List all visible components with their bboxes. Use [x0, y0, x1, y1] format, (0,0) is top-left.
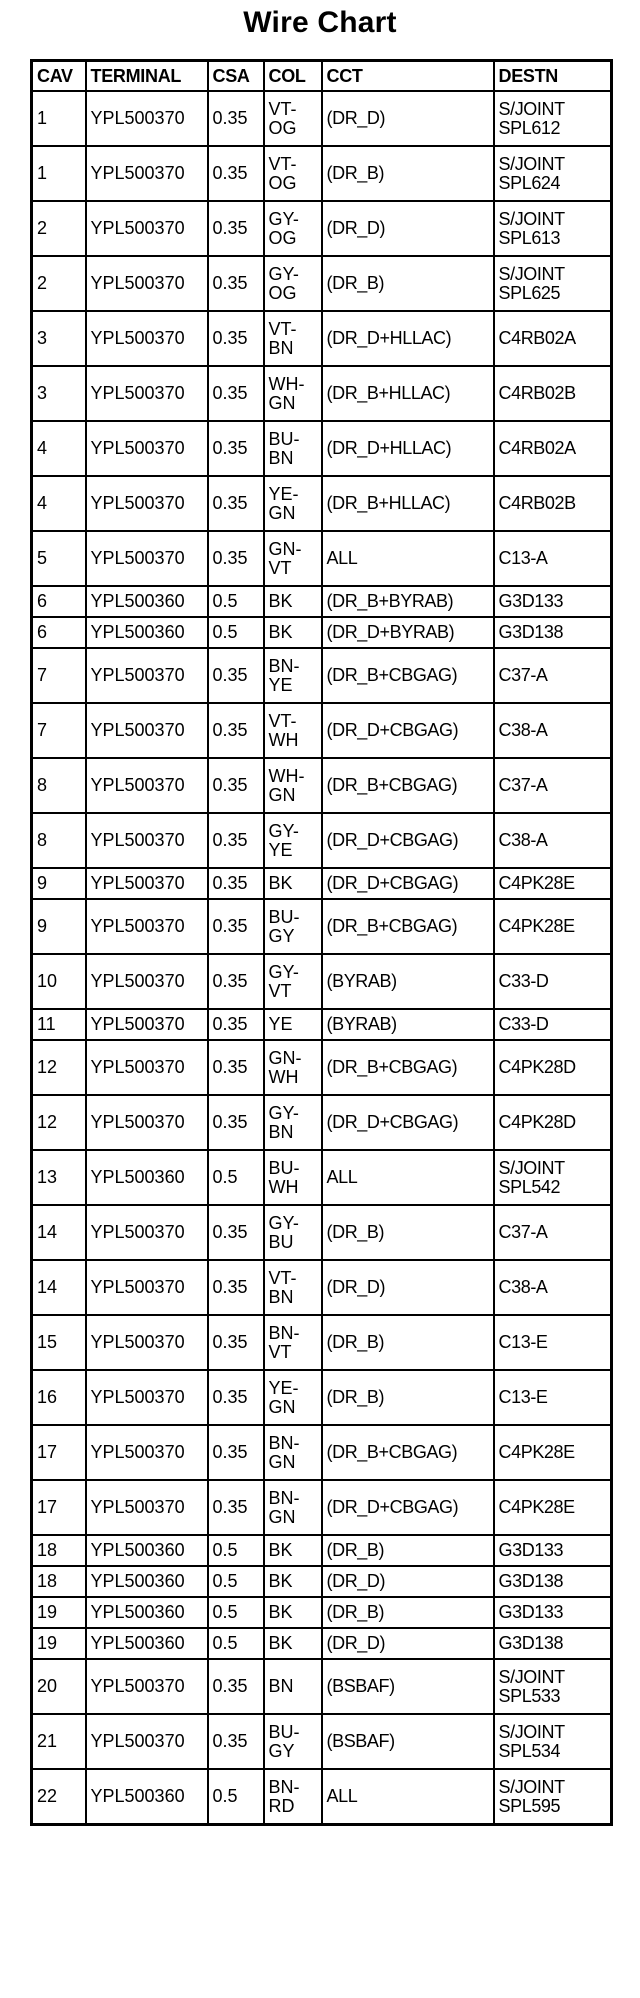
cell-destn: C37-A	[494, 648, 612, 703]
cell-col: YE-GN	[264, 476, 322, 531]
cell-terminal: YPL500370	[86, 954, 208, 1009]
table-row	[32, 586, 612, 617]
cell-csa: 0.35	[208, 1040, 264, 1095]
cell-col: GY-BU	[264, 1205, 322, 1260]
cell-terminal: YPL500370	[86, 421, 208, 476]
cell-csa: 0.35	[208, 91, 264, 146]
cell-destn: C4PK28E	[494, 1425, 612, 1480]
cell-csa: 0.35	[208, 1095, 264, 1150]
cell-col: GN-WH	[264, 1040, 322, 1095]
table-row	[32, 1566, 612, 1597]
cell-cav: 8	[32, 758, 86, 813]
table-row	[32, 311, 612, 366]
cell-csa: 0.35	[208, 476, 264, 531]
cell-cav: 19	[32, 1628, 86, 1659]
cell-terminal: YPL500370	[86, 1659, 208, 1714]
cell-destn: C4PK28D	[494, 1040, 612, 1095]
table-row	[32, 1040, 612, 1095]
cell-cav: 22	[32, 1769, 86, 1825]
table-row	[32, 1659, 612, 1714]
cell-cct: (DR_B+HLLAC)	[322, 476, 494, 531]
cell-destn: C4RB02A	[494, 421, 612, 476]
cell-cav: 21	[32, 1714, 86, 1769]
cell-cav: 1	[32, 146, 86, 201]
table-row	[32, 758, 612, 813]
cell-destn: G3D138	[494, 617, 612, 648]
cell-terminal: YPL500370	[86, 366, 208, 421]
cell-csa: 0.35	[208, 531, 264, 586]
cell-destn: S/JOINT SPL625	[494, 256, 612, 311]
cell-col: GY-VT	[264, 954, 322, 1009]
header-destn: DESTN	[494, 61, 612, 92]
cell-cct: (DR_D+CBGAG)	[322, 813, 494, 868]
cell-col: VT-OG	[264, 91, 322, 146]
cell-cct: (DR_B)	[322, 256, 494, 311]
cell-terminal: YPL500370	[86, 1040, 208, 1095]
cell-cct: (DR_D+CBGAG)	[322, 1095, 494, 1150]
cell-terminal: YPL500370	[86, 899, 208, 954]
cell-col: WH-GN	[264, 366, 322, 421]
cell-cav: 5	[32, 531, 86, 586]
cell-col: VT-OG	[264, 146, 322, 201]
cell-cav: 12	[32, 1095, 86, 1150]
cell-cav: 9	[32, 899, 86, 954]
cell-cct: (DR_D)	[322, 1566, 494, 1597]
table-row	[32, 1315, 612, 1370]
cell-col: GY-OG	[264, 256, 322, 311]
table-row	[32, 1597, 612, 1628]
cell-cav: 10	[32, 954, 86, 1009]
cell-csa: 0.5	[208, 1566, 264, 1597]
table-row	[32, 366, 612, 421]
cell-destn: C38-A	[494, 703, 612, 758]
cell-cct: (DR_B+CBGAG)	[322, 1425, 494, 1480]
cell-cct: (DR_D+BYRAB)	[322, 617, 494, 648]
cell-cav: 18	[32, 1566, 86, 1597]
cell-destn: C4PK28E	[494, 1480, 612, 1535]
cell-col: BK	[264, 1628, 322, 1659]
cell-csa: 0.5	[208, 1535, 264, 1566]
cell-cav: 14	[32, 1205, 86, 1260]
cell-destn: S/JOINT SPL595	[494, 1769, 612, 1825]
cell-col: BK	[264, 586, 322, 617]
cell-csa: 0.35	[208, 1480, 264, 1535]
cell-col: BU-WH	[264, 1150, 322, 1205]
table-row	[32, 1425, 612, 1480]
cell-col: BK	[264, 617, 322, 648]
cell-cav: 2	[32, 201, 86, 256]
cell-destn: S/JOINT SPL613	[494, 201, 612, 256]
cell-col: BU-GY	[264, 1714, 322, 1769]
cell-col: BK	[264, 1597, 322, 1628]
cell-terminal: YPL500370	[86, 201, 208, 256]
cell-destn: C33-D	[494, 954, 612, 1009]
cell-col: BN-YE	[264, 648, 322, 703]
header-col: COL	[264, 61, 322, 92]
cell-destn: G3D138	[494, 1566, 612, 1597]
cell-csa: 0.5	[208, 1769, 264, 1825]
table-row	[32, 1150, 612, 1205]
table-row	[32, 703, 612, 758]
cell-cct: (DR_B)	[322, 1535, 494, 1566]
cell-cav: 7	[32, 703, 86, 758]
cell-cct: (BYRAB)	[322, 954, 494, 1009]
cell-cct: (DR_B+CBGAG)	[322, 899, 494, 954]
cell-terminal: YPL500370	[86, 1370, 208, 1425]
cell-destn: C13-E	[494, 1315, 612, 1370]
table-row	[32, 201, 612, 256]
cell-terminal: YPL500370	[86, 1095, 208, 1150]
cell-col: BK	[264, 868, 322, 899]
header-terminal: TERMINAL	[86, 61, 208, 92]
cell-cct: (DR_D+HLLAC)	[322, 311, 494, 366]
cell-csa: 0.35	[208, 954, 264, 1009]
table-row	[32, 899, 612, 954]
table-header	[32, 61, 612, 92]
cell-destn: C38-A	[494, 1260, 612, 1315]
cell-col: GN-VT	[264, 531, 322, 586]
cell-cav: 11	[32, 1009, 86, 1040]
cell-csa: 0.35	[208, 899, 264, 954]
cell-cct: (DR_B)	[322, 1597, 494, 1628]
cell-cct: (DR_D)	[322, 1628, 494, 1659]
cell-cct: (DR_B+CBGAG)	[322, 758, 494, 813]
cell-cav: 3	[32, 311, 86, 366]
table-row	[32, 146, 612, 201]
cell-destn: C38-A	[494, 813, 612, 868]
cell-destn: C33-D	[494, 1009, 612, 1040]
cell-col: BN-RD	[264, 1769, 322, 1825]
cell-cct: ALL	[322, 531, 494, 586]
cell-terminal: YPL500370	[86, 1315, 208, 1370]
cell-terminal: YPL500370	[86, 531, 208, 586]
cell-cav: 8	[32, 813, 86, 868]
cell-terminal: YPL500370	[86, 91, 208, 146]
table-row	[32, 476, 612, 531]
cell-csa: 0.35	[208, 758, 264, 813]
cell-cav: 19	[32, 1597, 86, 1628]
cell-terminal: YPL500370	[86, 476, 208, 531]
cell-cav: 6	[32, 586, 86, 617]
cell-cav: 9	[32, 868, 86, 899]
cell-destn: C4PK28E	[494, 899, 612, 954]
cell-cct: (DR_D)	[322, 91, 494, 146]
cell-csa: 0.5	[208, 1628, 264, 1659]
cell-cct: (DR_B)	[322, 146, 494, 201]
cell-terminal: YPL500370	[86, 146, 208, 201]
table-row	[32, 531, 612, 586]
cell-csa: 0.35	[208, 1260, 264, 1315]
cell-col: BU-BN	[264, 421, 322, 476]
cell-cct: (DR_B)	[322, 1370, 494, 1425]
table-row	[32, 813, 612, 868]
cell-cav: 14	[32, 1260, 86, 1315]
cell-destn: C37-A	[494, 1205, 612, 1260]
cell-destn: G3D133	[494, 586, 612, 617]
cell-cct: (DR_B+HLLAC)	[322, 366, 494, 421]
cell-terminal: YPL500370	[86, 813, 208, 868]
cell-terminal: YPL500370	[86, 758, 208, 813]
cell-csa: 0.35	[208, 1315, 264, 1370]
cell-col: GY-YE	[264, 813, 322, 868]
cell-cct: (BSBAF)	[322, 1714, 494, 1769]
table-row	[32, 1205, 612, 1260]
table-row	[32, 1769, 612, 1825]
cell-csa: 0.5	[208, 617, 264, 648]
cell-cct: (BSBAF)	[322, 1659, 494, 1714]
cell-csa: 0.35	[208, 1714, 264, 1769]
table-row	[32, 1480, 612, 1535]
cell-destn: C4RB02B	[494, 366, 612, 421]
page-title: Wire Chart	[243, 6, 397, 39]
cell-destn: S/JOINT SPL533	[494, 1659, 612, 1714]
cell-cav: 4	[32, 421, 86, 476]
cell-terminal: YPL500360	[86, 1150, 208, 1205]
cell-terminal: YPL500370	[86, 648, 208, 703]
cell-cct: (DR_B+BYRAB)	[322, 586, 494, 617]
cell-destn: C13-A	[494, 531, 612, 586]
cell-destn: S/JOINT SPL612	[494, 91, 612, 146]
cell-terminal: YPL500370	[86, 1425, 208, 1480]
cell-cct: (DR_D+CBGAG)	[322, 703, 494, 758]
cell-cct: (DR_D+CBGAG)	[322, 1480, 494, 1535]
cell-cct: (DR_B+CBGAG)	[322, 1040, 494, 1095]
table-row	[32, 91, 612, 146]
cell-csa: 0.5	[208, 1597, 264, 1628]
table-row	[32, 617, 612, 648]
cell-terminal: YPL500370	[86, 868, 208, 899]
cell-csa: 0.35	[208, 311, 264, 366]
cell-cct: ALL	[322, 1769, 494, 1825]
cell-destn: C4RB02B	[494, 476, 612, 531]
wire-table	[30, 59, 613, 1826]
cell-terminal: YPL500370	[86, 1714, 208, 1769]
cell-terminal: YPL500360	[86, 1628, 208, 1659]
cell-terminal: YPL500370	[86, 256, 208, 311]
cell-destn: C4PK28D	[494, 1095, 612, 1150]
cell-csa: 0.35	[208, 1659, 264, 1714]
cell-csa: 0.35	[208, 703, 264, 758]
cell-destn: C4RB02A	[494, 311, 612, 366]
table-row	[32, 868, 612, 899]
cell-cav: 4	[32, 476, 86, 531]
cell-col: BK	[264, 1535, 322, 1566]
cell-terminal: YPL500370	[86, 703, 208, 758]
cell-col: BN-GN	[264, 1480, 322, 1535]
cell-terminal: YPL500370	[86, 1009, 208, 1040]
cell-csa: 0.35	[208, 1370, 264, 1425]
cell-col: BU-GY	[264, 899, 322, 954]
cell-terminal: YPL500360	[86, 1535, 208, 1566]
cell-cav: 18	[32, 1535, 86, 1566]
cell-cct: (DR_B+CBGAG)	[322, 648, 494, 703]
table-row	[32, 1370, 612, 1425]
cell-cav: 17	[32, 1480, 86, 1535]
cell-col: VT-WH	[264, 703, 322, 758]
table-row	[32, 954, 612, 1009]
cell-cav: 2	[32, 256, 86, 311]
cell-cav: 12	[32, 1040, 86, 1095]
cell-csa: 0.35	[208, 813, 264, 868]
header-csa: CSA	[208, 61, 264, 92]
cell-cav: 20	[32, 1659, 86, 1714]
cell-destn: G3D138	[494, 1628, 612, 1659]
cell-col: YE	[264, 1009, 322, 1040]
cell-cav: 13	[32, 1150, 86, 1205]
header-row	[32, 61, 612, 92]
cell-cct: ALL	[322, 1150, 494, 1205]
cell-cct: (DR_D+HLLAC)	[322, 421, 494, 476]
header-cct: CCT	[322, 61, 494, 92]
cell-csa: 0.5	[208, 586, 264, 617]
cell-destn: S/JOINT SPL534	[494, 1714, 612, 1769]
cell-csa: 0.35	[208, 1205, 264, 1260]
cell-csa: 0.35	[208, 421, 264, 476]
cell-csa: 0.35	[208, 201, 264, 256]
cell-destn: C13-E	[494, 1370, 612, 1425]
cell-cav: 1	[32, 91, 86, 146]
cell-terminal: YPL500370	[86, 311, 208, 366]
table-row	[32, 1260, 612, 1315]
cell-cav: 3	[32, 366, 86, 421]
cell-cct: (DR_D)	[322, 1260, 494, 1315]
cell-cav: 15	[32, 1315, 86, 1370]
cell-csa: 0.35	[208, 1425, 264, 1480]
cell-destn: G3D133	[494, 1535, 612, 1566]
table-row	[32, 1095, 612, 1150]
cell-csa: 0.35	[208, 256, 264, 311]
cell-col: GY-BN	[264, 1095, 322, 1150]
table-row	[32, 1009, 612, 1040]
cell-col: GY-OG	[264, 201, 322, 256]
cell-col: BN	[264, 1659, 322, 1714]
table-row	[32, 421, 612, 476]
cell-cav: 6	[32, 617, 86, 648]
cell-destn: G3D133	[494, 1597, 612, 1628]
cell-col: YE-GN	[264, 1370, 322, 1425]
table-row	[32, 1628, 612, 1659]
cell-cct: (BYRAB)	[322, 1009, 494, 1040]
table-row	[32, 256, 612, 311]
cell-destn: S/JOINT SPL624	[494, 146, 612, 201]
cell-cav: 7	[32, 648, 86, 703]
cell-terminal: YPL500360	[86, 1566, 208, 1597]
cell-terminal: YPL500360	[86, 1597, 208, 1628]
cell-col: VT-BN	[264, 1260, 322, 1315]
cell-cav: 16	[32, 1370, 86, 1425]
cell-cct: (DR_B)	[322, 1315, 494, 1370]
cell-col: BN-VT	[264, 1315, 322, 1370]
cell-csa: 0.35	[208, 1009, 264, 1040]
cell-cct: (DR_D+CBGAG)	[322, 868, 494, 899]
cell-cct: (DR_B)	[322, 1205, 494, 1260]
cell-terminal: YPL500360	[86, 617, 208, 648]
cell-csa: 0.35	[208, 868, 264, 899]
cell-col: WH-GN	[264, 758, 322, 813]
cell-terminal: YPL500370	[86, 1205, 208, 1260]
header-cav: CAV	[32, 61, 86, 92]
cell-cct: (DR_D)	[322, 201, 494, 256]
cell-terminal: YPL500360	[86, 1769, 208, 1825]
cell-destn: C37-A	[494, 758, 612, 813]
cell-csa: 0.35	[208, 146, 264, 201]
cell-cav: 17	[32, 1425, 86, 1480]
table-row	[32, 648, 612, 703]
cell-destn: C4PK28E	[494, 868, 612, 899]
cell-col: BN-GN	[264, 1425, 322, 1480]
table-body	[32, 91, 612, 1825]
cell-csa: 0.35	[208, 366, 264, 421]
table-row	[32, 1714, 612, 1769]
cell-terminal: YPL500360	[86, 586, 208, 617]
cell-csa: 0.5	[208, 1150, 264, 1205]
cell-col: VT-BN	[264, 311, 322, 366]
cell-destn: S/JOINT SPL542	[494, 1150, 612, 1205]
cell-terminal: YPL500370	[86, 1260, 208, 1315]
cell-csa: 0.35	[208, 648, 264, 703]
cell-terminal: YPL500370	[86, 1480, 208, 1535]
table-row	[32, 1535, 612, 1566]
cell-col: BK	[264, 1566, 322, 1597]
